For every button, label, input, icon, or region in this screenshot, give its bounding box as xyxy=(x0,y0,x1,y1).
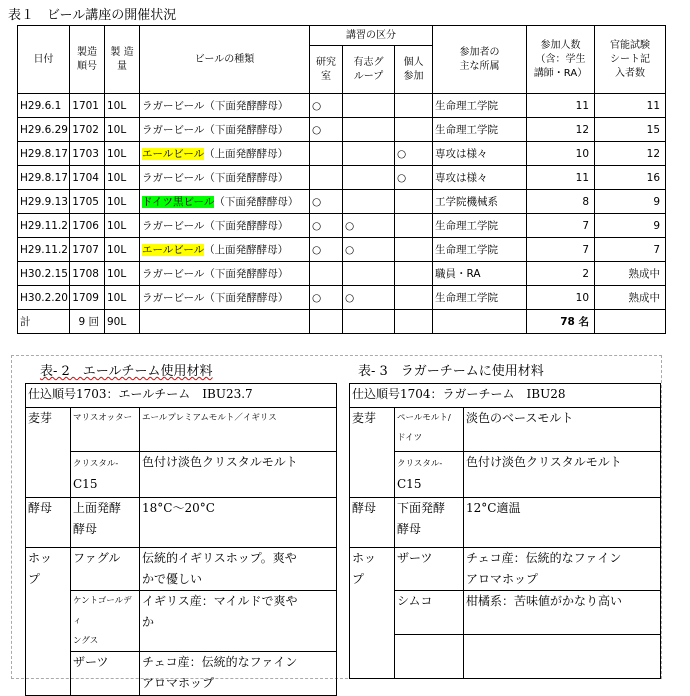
cell-count: 2 xyxy=(527,262,595,286)
cell-date: H29.8.17 xyxy=(18,142,70,166)
cell-date: H29.6.29 xyxy=(18,118,70,142)
cell-volume: 10L xyxy=(105,166,140,190)
cell-affiliation: 生命理工学院 xyxy=(433,214,527,238)
cell-sensory-test: 9 xyxy=(595,190,666,214)
ale-hop3-desc: チェコ産：伝統的なファイン アロマホップ xyxy=(140,652,337,696)
table-row xyxy=(18,118,666,142)
cell-volume: 10L xyxy=(105,94,140,118)
cell-beer-type xyxy=(140,286,310,310)
lager-hop1-name: ザーツ xyxy=(395,548,464,591)
cell-group xyxy=(343,118,395,142)
cell-lab xyxy=(310,166,343,190)
table-lager-materials xyxy=(349,383,661,679)
beer-type-text: （上面発酵酵母） xyxy=(204,244,289,256)
cell-volume: 10L xyxy=(105,262,140,286)
beer-type-text: ラガービール（下面発酵酵母） xyxy=(142,100,289,112)
cell-group xyxy=(343,262,395,286)
cell-lot: 1706 xyxy=(70,214,105,238)
cell-group xyxy=(343,142,395,166)
cell-count: 10 xyxy=(527,286,595,310)
cell-sensory-test: 15 xyxy=(595,118,666,142)
cell-count: 11 xyxy=(527,94,595,118)
header-participant-count: 参加人数 （含：学生 講師・RA） xyxy=(527,26,595,94)
cell-volume: 10L xyxy=(105,142,140,166)
header-group: 有志グ ループ xyxy=(343,46,395,94)
cell-beer-type xyxy=(140,166,310,190)
total-volume: 90L xyxy=(105,310,140,334)
header-volume: 製 造 量 xyxy=(105,26,140,94)
ale-malt1-desc: エールプレミアムモルト／イギリス xyxy=(140,408,337,452)
table-ale-materials xyxy=(25,383,337,696)
header-beer-type: ビールの種類 xyxy=(140,26,310,94)
lager-hop-label: ホッ プ xyxy=(350,548,395,679)
cell-group: ○ xyxy=(343,214,395,238)
cell-lab: ○ xyxy=(310,286,343,310)
beer-type-text: （下面発酵酵母） xyxy=(214,196,299,208)
lager-yeast-desc: 12°C適温 xyxy=(464,498,661,548)
cell-sensory-test: 熟成中 xyxy=(595,286,666,310)
cell-count: 8 xyxy=(527,190,595,214)
cell-count: 12 xyxy=(527,118,595,142)
table-row xyxy=(18,286,666,310)
cell-beer-type xyxy=(140,118,310,142)
cell-date: H29.11.2 xyxy=(18,238,70,262)
lager-hop2-name: シムコ xyxy=(395,591,464,635)
cell-affiliation: 工学院機械系 xyxy=(433,190,527,214)
ale-hop2-desc: イギリス産：マイルドで爽や か xyxy=(140,591,337,652)
ale-hop3-name: ザーツ xyxy=(71,652,140,696)
beer-type-highlight: ドイツ黒ビール xyxy=(142,196,215,208)
cell-lab: ○ xyxy=(310,94,343,118)
cell-lab xyxy=(310,142,343,166)
cell-sensory-test: 7 xyxy=(595,238,666,262)
table1-title: 表１ ビール講座の開催状況 xyxy=(8,8,177,23)
cell-individual: ○ xyxy=(395,166,433,190)
table-row xyxy=(18,166,666,190)
beer-type-text: ラガービール（下面発酵酵母） xyxy=(142,268,289,280)
lager-malt-label: 麦芽 xyxy=(350,408,395,498)
ale-malt1-name: マリスオッター xyxy=(71,408,140,452)
cell-group xyxy=(343,166,395,190)
cell-volume: 10L xyxy=(105,190,140,214)
cell-date: H30.2.20 xyxy=(18,286,70,310)
cell-date: H29.8.17 xyxy=(18,166,70,190)
ale-hop1-desc: 伝統的イギリスホップ。爽や かで優しい xyxy=(140,548,337,591)
cell-beer-type xyxy=(140,214,310,238)
lager-hop1-desc: チェコ産：伝統的なファイン アロマホップ xyxy=(464,548,661,591)
table-total-row xyxy=(18,310,666,334)
cell-lab: ○ xyxy=(310,238,343,262)
cell-affiliation: 専攻は様々 xyxy=(433,166,527,190)
cell-sensory-test: 熟成中 xyxy=(595,262,666,286)
cell-date: H29.6.1 xyxy=(18,94,70,118)
header-sensory-test: 官能試験 シート記 入者数 xyxy=(595,26,666,94)
beer-type-highlight: エールビール xyxy=(142,244,205,256)
cell-lab: ○ xyxy=(310,118,343,142)
cell-volume: 10L xyxy=(105,286,140,310)
cell-count: 7 xyxy=(527,238,595,262)
ale-malt2-desc: 色付け淡色クリスタルモルト xyxy=(140,452,337,498)
ale-hop2-name: ケントゴールディ ングス xyxy=(71,591,140,652)
cell-group: ○ xyxy=(343,286,395,310)
header-individual: 個人 参加 xyxy=(395,46,433,94)
cell-individual xyxy=(395,118,433,142)
beer-type-highlight: エールビール xyxy=(142,148,205,160)
beer-type-text: ラガービール（下面発酵酵母） xyxy=(142,172,289,184)
table-row xyxy=(18,262,666,286)
ale-yeast-label: 酵母 xyxy=(26,498,71,548)
cell-volume: 10L xyxy=(105,238,140,262)
cell-group xyxy=(343,94,395,118)
cell-beer-type xyxy=(140,94,310,118)
ale-malt2-name: クリスタル- C15 xyxy=(71,452,140,498)
lager-empty-cell xyxy=(395,635,464,679)
header-lot: 製造 順号 xyxy=(70,26,105,94)
cell-individual xyxy=(395,190,433,214)
cell-affiliation: 専攻は様々 xyxy=(433,142,527,166)
cell-group: ○ xyxy=(343,238,395,262)
cell-beer-type xyxy=(140,238,310,262)
ale-hop-label: ホッ プ xyxy=(26,548,71,696)
cell-sensory-test: 12 xyxy=(595,142,666,166)
beer-type-text: ラガービール（下面発酵酵母） xyxy=(142,292,289,304)
cell-sensory-test: 16 xyxy=(595,166,666,190)
total-label: 計 xyxy=(18,310,70,334)
ale-yeast-desc: 18°C～20°C xyxy=(140,498,337,548)
lager-hop2-desc: 柑橘系：苦味値がかなり高い xyxy=(464,591,661,635)
header-lab: 研究 室 xyxy=(310,46,343,94)
lager-malt1-desc: 淡色のベースモルト xyxy=(464,408,661,452)
cell-date: H30.2.15 xyxy=(18,262,70,286)
cell-individual xyxy=(395,286,433,310)
cell-lab: ○ xyxy=(310,214,343,238)
beer-type-text: ラガービール（下面発酵酵母） xyxy=(142,124,289,136)
beer-type-text: （上面発酵酵母） xyxy=(204,148,289,160)
table-row xyxy=(18,238,666,262)
cell-sensory-test: 11 xyxy=(595,94,666,118)
table2-title: 表- 2 エールチーム使用材料 xyxy=(40,364,213,379)
cell-count: 11 xyxy=(527,166,595,190)
cell-beer-type xyxy=(140,142,310,166)
ale-malt-label: 麦芽 xyxy=(26,408,71,498)
cell-lot: 1704 xyxy=(70,166,105,190)
table-beer-course-status xyxy=(17,25,666,334)
cell-volume: 10L xyxy=(105,214,140,238)
cell-lot: 1702 xyxy=(70,118,105,142)
cell-individual xyxy=(395,238,433,262)
ale-hop1-name: ファグル xyxy=(71,548,140,591)
header-affiliation: 参加者の 主な所属 xyxy=(433,26,527,94)
cell-lot: 1707 xyxy=(70,238,105,262)
cell-affiliation: 職員・RA xyxy=(433,262,527,286)
cell-lot: 1703 xyxy=(70,142,105,166)
cell-individual xyxy=(395,214,433,238)
cell-lot: 1708 xyxy=(70,262,105,286)
total-count: 78 名 xyxy=(527,310,595,334)
cell-individual xyxy=(395,94,433,118)
cell-count: 10 xyxy=(527,142,595,166)
lager-malt2-desc: 色付け淡色クリスタルモルト xyxy=(464,452,661,498)
lager-empty-cell xyxy=(464,635,661,679)
table-row xyxy=(18,190,666,214)
total-lot: 9 回 xyxy=(70,310,105,334)
lager-malt1-name: ペールモルト/ ドイツ xyxy=(395,408,464,452)
lager-malt2-name: クリスタル- C15 xyxy=(395,452,464,498)
cell-lot: 1705 xyxy=(70,190,105,214)
table-row xyxy=(18,214,666,238)
beer-type-text: ラガービール（下面発酵酵母） xyxy=(142,220,289,232)
cell-affiliation: 生命理工学院 xyxy=(433,118,527,142)
header-course-division: 講習の区分 xyxy=(310,26,433,46)
cell-date: H29.11.2 xyxy=(18,214,70,238)
cell-beer-type xyxy=(140,190,310,214)
cell-individual: ○ xyxy=(395,142,433,166)
cell-lab: ○ xyxy=(310,190,343,214)
cell-date: H29.9.13 xyxy=(18,190,70,214)
ale-header: 仕込順号1703：エールチーム IBU23.7 xyxy=(26,384,337,408)
cell-group xyxy=(343,190,395,214)
lager-header: 仕込順号1704：ラガーチーム IBU28 xyxy=(350,384,661,408)
table-row xyxy=(18,142,666,166)
cell-affiliation: 生命理工学院 xyxy=(433,238,527,262)
cell-volume: 10L xyxy=(105,118,140,142)
cell-sensory-test: 9 xyxy=(595,214,666,238)
cell-affiliation: 生命理工学院 xyxy=(433,94,527,118)
cell-lot: 1709 xyxy=(70,286,105,310)
lager-yeast-name: 下面発酵 酵母 xyxy=(395,498,464,548)
cell-lot: 1701 xyxy=(70,94,105,118)
cell-affiliation: 生命理工学院 xyxy=(433,286,527,310)
table3-title: 表- 3 ラガーチームに使用材料 xyxy=(358,364,544,379)
ale-yeast-name: 上面発酵 酵母 xyxy=(71,498,140,548)
cell-lab xyxy=(310,262,343,286)
header-date: 日付 xyxy=(18,26,70,94)
cell-individual xyxy=(395,262,433,286)
table-row xyxy=(18,94,666,118)
cell-count: 7 xyxy=(527,214,595,238)
cell-beer-type xyxy=(140,262,310,286)
lager-yeast-label: 酵母 xyxy=(350,498,395,548)
